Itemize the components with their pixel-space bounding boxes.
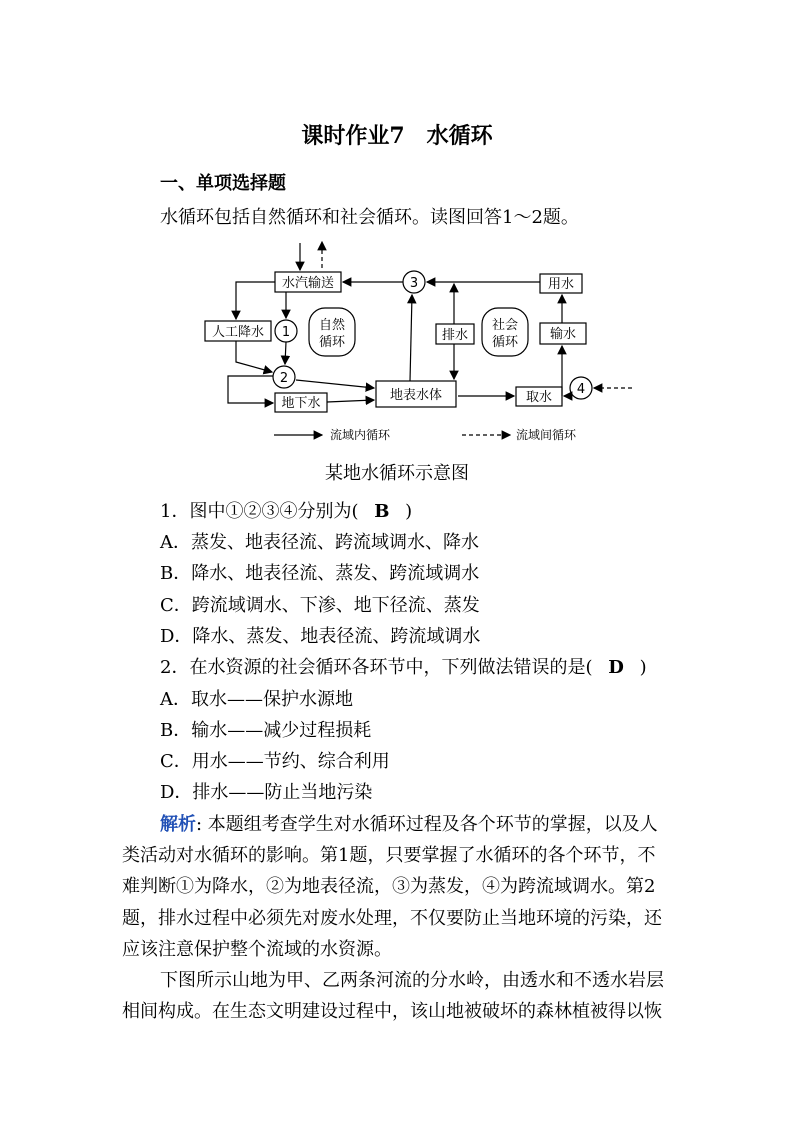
question-1-answer: B [374,501,390,522]
q2-option-d: D．排水——防止当地污染 [160,782,373,803]
label-water-vapor: 水汽输送 [281,276,335,291]
water-cycle-diagram [200,238,640,448]
label-natural-1: 自然 [318,318,346,333]
analysis-line-4: 题，排水过程中必须先对废水处理，不仅要防止当地环境的污染，还 [122,908,662,929]
intro-text: 水循环包括自然循环和社会循环。读图回答1～2题。 [160,207,579,228]
label-social-1: 社会 [491,318,519,333]
q1-option-b: B．降水、地表径流、蒸发、跨流域调水 [160,563,480,584]
analysis-label: 解析 [160,814,196,835]
circle-label-4: 4 [576,382,586,397]
q2-option-c: C．用水——节约、综合利用 [160,751,390,772]
page-title: 课时作业7 水循环 [301,123,493,149]
label-transport-water: 输水 [549,327,577,342]
label-use-water: 用水 [547,277,575,292]
question-2-answer: D [608,657,624,678]
legend-solid: 流域内循环 [330,428,391,442]
question-1-close: ) [405,501,413,522]
question-2 [160,656,647,680]
diagram-caption: 某地水循环示意图 [325,463,469,484]
circle-label-1: 1 [281,325,291,340]
paragraph-line-1: 下图所示山地为甲、乙两条河流的分水岭，由透水和不透水岩层 [160,970,664,991]
question-1-stem: 1．图中①②③④分别为( [160,501,359,522]
analysis-line-3: 难判断①为降水，②为地表径流，③为蒸发，④为跨流域调水。第2 [122,876,656,897]
label-artificial-rain: 人工降水 [211,325,265,340]
q1-option-d: D．降水、蒸发、地表径流、跨流域调水 [160,626,481,647]
label-groundwater: 地下水 [281,396,321,411]
q2-option-a: A．取水——保护水源地 [160,689,353,710]
q1-option-c: C．跨流域调水、下渗、地下径流、蒸发 [160,595,480,616]
question-2-close: ) [639,657,647,678]
legend-dashed: 流域间循环 [516,428,577,442]
analysis-line-2: 类活动对水循环的影响。第1题，只要掌握了水循环的各个环节，不 [122,845,656,866]
label-social-2: 循环 [491,335,519,350]
circle-label-3: 3 [409,276,419,291]
circle-label-2: 2 [279,371,289,386]
question-1 [160,500,412,524]
analysis-line-1 [160,813,658,837]
label-surface-water: 地表水体 [389,388,443,403]
label-take-water: 取水 [525,390,553,405]
q1-option-a: A．蒸发、地表径流、跨流域调水、降水 [160,532,479,553]
analysis-text-1: : 本题组考查学生对水循环过程及各个环节的掌握，以及人 [196,814,658,835]
q2-option-b: B．输水——减少过程损耗 [160,720,372,741]
paragraph-line-2: 相间构成。在生态文明建设过程中，该山地被破坏的森林植被得以恢 [122,1001,662,1022]
label-natural-2: 循环 [318,335,346,350]
question-2-stem: 2．在水资源的社会循环各环节中，下列做法错误的是( [160,657,593,678]
section-heading: 一、单项选择题 [160,173,286,194]
label-drainage: 排水 [441,328,469,343]
analysis-line-5: 应该注意保护整个流域的水资源。 [122,939,392,960]
